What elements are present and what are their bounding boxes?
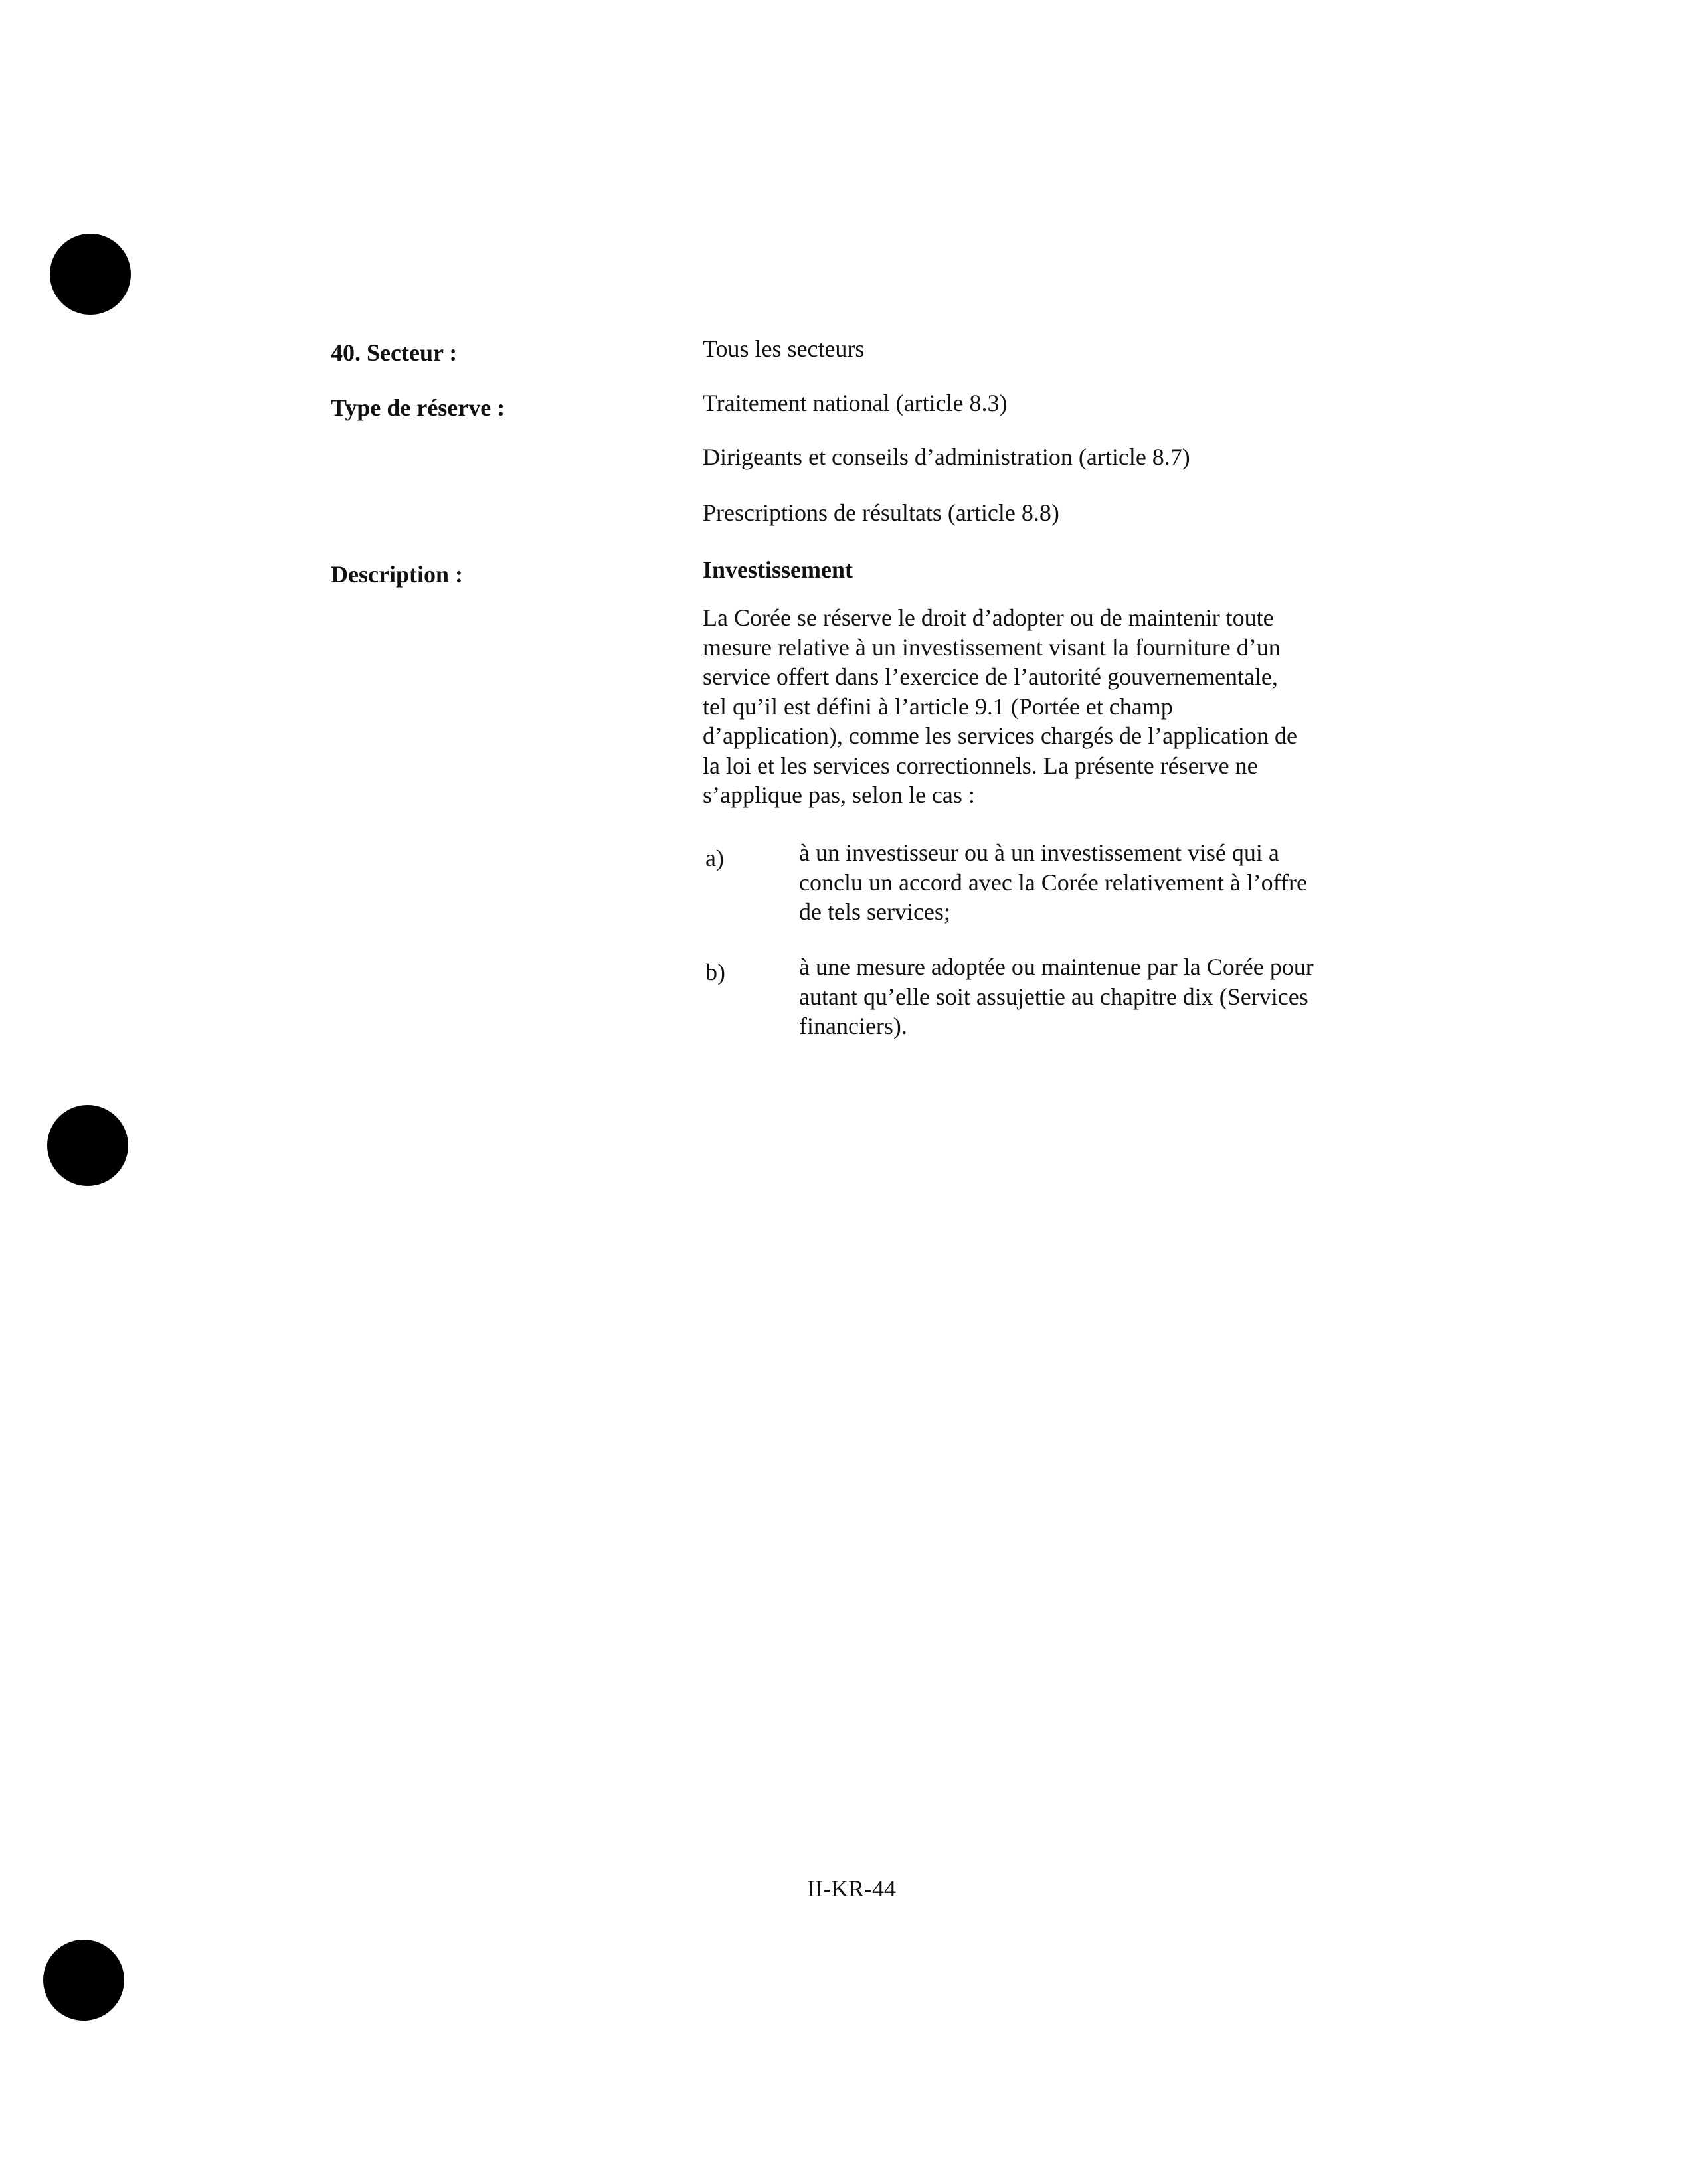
- description-label: Description :: [331, 561, 463, 588]
- type-value-1: Traitement national (article 8.3): [703, 390, 1008, 416]
- item-line: financiers).: [799, 1013, 907, 1039]
- description-paragraph: [703, 603, 1364, 810]
- item-b-text: [799, 952, 1370, 1041]
- secteur-label: 40. Secteur :: [331, 339, 458, 366]
- type-value-2: Dirigeants et conseils d’administration (article 8.7): [703, 444, 1190, 470]
- binder-hole-bottom: [43, 1940, 124, 2021]
- item-line: à une mesure adoptée ou maintenue par la Corée pour: [799, 954, 1314, 980]
- item-line: conclu un accord avec la Corée relativement à l’offre: [799, 869, 1307, 896]
- item-line: à un investisseur ou à un investissement visé qui a: [799, 839, 1279, 866]
- item-line: de tels services;: [799, 898, 950, 925]
- paragraph-line: service offert dans l’exercice de l’autorité gouvernementale,: [703, 663, 1278, 690]
- item-b-letter: b): [705, 959, 725, 985]
- description-heading: Investissement: [703, 556, 853, 583]
- paragraph-line: la loi et les services correctionnels. La présente réserve ne: [703, 752, 1258, 779]
- binder-hole-top: [50, 234, 131, 315]
- paragraph-line: La Corée se réserve le droit d’adopter ou de maintenir toute: [703, 604, 1274, 631]
- item-line: autant qu’elle soit assujettie au chapitre dix (Services: [799, 983, 1308, 1010]
- page-number: II-KR-44: [807, 1875, 896, 1902]
- item-a-letter: a): [705, 845, 724, 871]
- item-a-text: [799, 838, 1370, 927]
- type-value-3: Prescriptions de résultats (article 8.8): [703, 499, 1059, 526]
- paragraph-line: d’application), comme les services chargés de l’application de: [703, 722, 1297, 749]
- paragraph-line: s’applique pas, selon le cas :: [703, 782, 975, 808]
- type-de-reserve-label: Type de réserve :: [331, 394, 505, 421]
- secteur-value: Tous les secteurs: [703, 335, 865, 362]
- binder-hole-middle: [47, 1105, 128, 1186]
- paragraph-line: tel qu’il est défini à l’article 9.1 (Portée et champ: [703, 693, 1173, 720]
- paragraph-line: mesure relative à un investissement visant la fourniture d’un: [703, 633, 1281, 661]
